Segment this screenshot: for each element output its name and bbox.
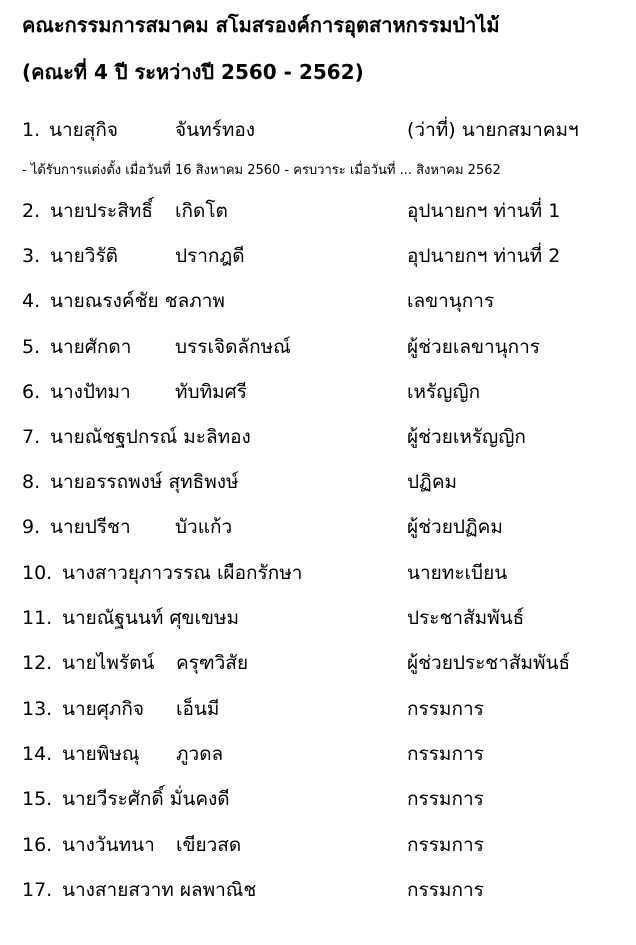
member-position: กรรมการ — [407, 788, 484, 810]
member-first-name: นายณรงค์ชัย ชลภาพ — [50, 290, 225, 312]
member-row-12 — [0, 654, 636, 684]
member-number: 14. — [22, 743, 53, 765]
member-last-name: จันทร์ทอง — [175, 119, 256, 141]
member-first-name: นายวีระศักดิ์ มั่นคงดี — [62, 788, 230, 810]
member-first-name: นายศักดา — [50, 336, 132, 358]
member-row-14 — [0, 745, 636, 775]
member-row-1 — [0, 121, 636, 151]
member-row-8 — [0, 473, 636, 503]
member-position: กรรมการ — [407, 834, 484, 856]
member-position: ประชาสัมพันธ์ — [407, 607, 525, 629]
member-last-name: บรรเจิดลักษณ์ — [175, 336, 291, 358]
member-first-name: นายวิรัติ — [50, 245, 119, 267]
member-row-17 — [0, 881, 636, 911]
member-number: 17. — [22, 879, 53, 901]
member-row-6 — [0, 383, 636, 413]
member-position: ผู้ช่วยเหรัญญิก — [407, 426, 526, 448]
member-position: อุปนายกฯ ท่านที่ 1 — [407, 200, 561, 222]
member-number: 8. — [22, 471, 41, 493]
member-first-name: นายสุกิจ — [49, 119, 119, 141]
member-first-name: นางปัทมา — [50, 381, 131, 403]
member-first-name: นายศุภกิจ — [62, 698, 145, 720]
member-number: 12. — [22, 652, 53, 674]
member-position: ปฏิคม — [407, 471, 458, 493]
member-position: (ว่าที่) นายกสมาคมฯ — [407, 119, 579, 141]
document-subtitle: (คณะที่ 4 ปี ระหว่างปี 2560 - 2562) — [22, 60, 364, 84]
member-last-name: เอ็นมี — [176, 698, 220, 720]
member-last-name: เขียวสด — [176, 834, 242, 856]
member-first-name: นายพิษณุ — [62, 743, 140, 765]
member-number: 11. — [22, 607, 53, 629]
member-number: 7. — [22, 426, 41, 448]
member-row-5 — [0, 338, 636, 368]
member-row-16 — [0, 836, 636, 866]
member-first-name: นางสาวยุภาวรรณ เผือกรักษา — [62, 562, 303, 584]
member-row-7 — [0, 428, 636, 458]
member-position: ผู้ช่วยเลขานุการ — [407, 336, 540, 358]
member-number: 6. — [22, 381, 41, 403]
member-number: 15. — [22, 788, 53, 810]
member-position: ผู้ช่วยปฏิคม — [407, 516, 503, 538]
member-position: กรรมการ — [407, 698, 484, 720]
member-number: 5. — [22, 336, 41, 358]
member-number: 13. — [22, 698, 53, 720]
member-position: เลขานุการ — [407, 290, 495, 312]
member-last-name: ภูวดล — [176, 743, 224, 765]
member-first-name: นายประสิทธิ์ — [50, 200, 153, 222]
member-row-3 — [0, 247, 636, 277]
member-number: 9. — [22, 516, 41, 538]
document-title: คณะกรรมการสมาคม สโมสรองค์การอุตสาหกรรมป่าไม้ — [22, 13, 500, 37]
member-last-name: ปรากฎดี — [175, 245, 245, 267]
member-row-9 — [0, 518, 636, 548]
member-first-name: นายไพรัตน์ — [62, 652, 155, 674]
member-position: ผู้ช่วยประชาสัมพันธ์ — [407, 652, 571, 674]
member-first-name: นายณัฐนนท์ ศุขเขษม — [62, 607, 240, 629]
member-number: 3. — [22, 245, 41, 267]
member-number: 4. — [22, 290, 41, 312]
member-position: กรรมการ — [407, 743, 484, 765]
member-row-15 — [0, 790, 636, 820]
member-position: อุปนายกฯ ท่านที่ 2 — [407, 245, 561, 267]
member-first-name: นายอรรถพงษ์ สุทธิพงษ์ — [50, 471, 239, 493]
member-first-name: นางวันทนา — [62, 834, 155, 856]
appointment-note: - ได้รับการแต่งตั้ง เมื่อวันที่ 16 สิงหาคม 2560 - ครบวาระ เมื่อวันที่ ... สิงหาคม 2562 — [22, 163, 501, 178]
member-row-13 — [0, 700, 636, 730]
member-row-4 — [0, 292, 636, 322]
member-row-10 — [0, 564, 636, 594]
member-last-name: ทับทิมศรี — [175, 381, 247, 403]
member-number: 2. — [22, 200, 41, 222]
member-position: นายทะเบียน — [407, 562, 508, 584]
member-first-name: นายณัชฐปกรณ์ มะลิทอง — [50, 426, 251, 448]
member-number: 10. — [22, 562, 53, 584]
member-number: 1. — [22, 119, 41, 141]
member-last-name: เกิดโต — [175, 200, 228, 222]
member-position: เหรัญญิก — [407, 381, 481, 403]
member-row-2 — [0, 202, 636, 232]
member-last-name: บัวแก้ว — [175, 516, 233, 538]
member-first-name: นางสายสวาท ผลพาณิช — [62, 879, 257, 901]
member-row-11 — [0, 609, 636, 639]
member-first-name: นายปรีชา — [50, 516, 131, 538]
member-position: กรรมการ — [407, 879, 484, 901]
member-number: 16. — [22, 834, 53, 856]
member-last-name: ครุฑวิสัย — [176, 652, 249, 674]
